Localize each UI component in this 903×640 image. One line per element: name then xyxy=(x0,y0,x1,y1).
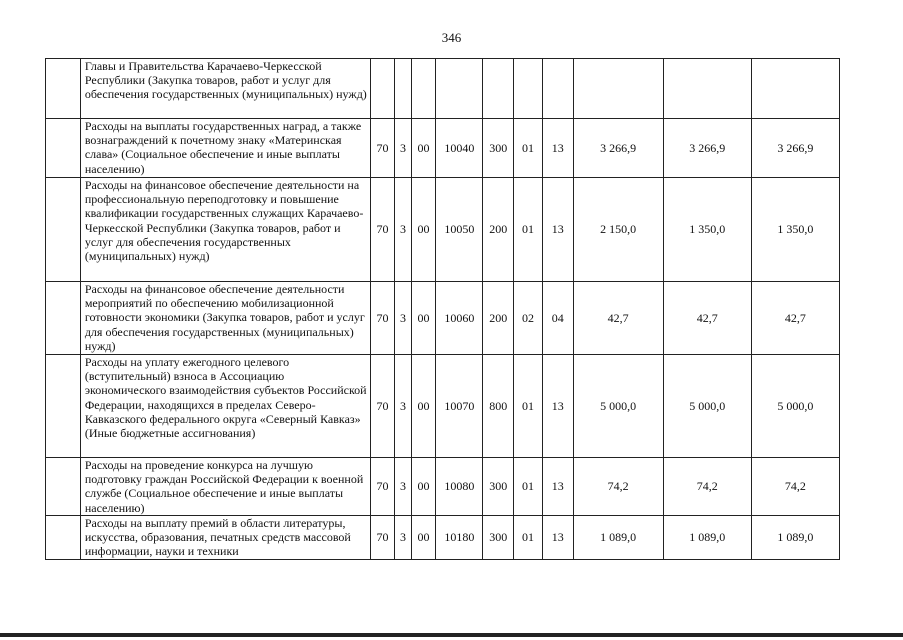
code-e-cell: 300 xyxy=(483,458,514,516)
code-a-cell: 70 xyxy=(370,516,395,560)
code-a-cell: 70 xyxy=(370,355,395,458)
code-d-cell: 10040 xyxy=(436,119,483,178)
description-cell: Главы и Правительства Карачаево-Черкесской Республики (Закупка товаров, работ и услуг для обеспечения государственных (муниципальных) нужд) xyxy=(80,59,370,119)
code-d-cell xyxy=(436,59,483,119)
code-c-cell xyxy=(411,59,436,119)
amount-1-cell: 2 150,0 xyxy=(573,178,663,282)
amount-2-cell: 1 089,0 xyxy=(663,516,751,560)
code-d-cell: 10180 xyxy=(436,516,483,560)
description-cell: Расходы на уплату ежегодного целевого (вступительный) взноса в Ассоциацию экономического взаимодействия субъектов Российской Федерации, находящихся в пределах Северо-Кавказского федерального округа «Северный Кавказ» (Иные бюджетные ассигнования) xyxy=(80,355,370,458)
code-g-cell: 13 xyxy=(542,119,573,178)
amount-3-cell: 5 000,0 xyxy=(751,355,839,458)
code-d-cell: 10080 xyxy=(436,458,483,516)
description-cell: Расходы на финансовое обеспечение деятельности на профессиональную переподготовку и повышение квалификации государственных служащих Карачаево-Черкесской Республики (Закупка товаров, работ и услуг для обеспечения государственных (муниципальных) нужд) xyxy=(80,178,370,282)
code-f-cell: 01 xyxy=(514,516,543,560)
code-c-cell: 00 xyxy=(411,178,436,282)
code-b-cell: 3 xyxy=(395,458,411,516)
code-f-cell: 01 xyxy=(514,355,543,458)
code-a-cell xyxy=(370,59,395,119)
blank-cell xyxy=(46,355,81,458)
code-c-cell: 00 xyxy=(411,282,436,355)
code-c-cell: 00 xyxy=(411,355,436,458)
code-f-cell: 02 xyxy=(514,282,543,355)
code-c-cell: 00 xyxy=(411,516,436,560)
amount-1-cell: 42,7 xyxy=(573,282,663,355)
code-b-cell: 3 xyxy=(395,516,411,560)
table-row xyxy=(46,178,840,282)
amount-1-cell: 1 089,0 xyxy=(573,516,663,560)
code-g-cell: 13 xyxy=(542,516,573,560)
code-b-cell: 3 xyxy=(395,178,411,282)
code-b-cell: 3 xyxy=(395,282,411,355)
blank-cell xyxy=(46,282,81,355)
amount-1-cell: 3 266,9 xyxy=(573,119,663,178)
amount-3-cell xyxy=(751,59,839,119)
code-d-cell: 10070 xyxy=(436,355,483,458)
code-b-cell xyxy=(395,59,411,119)
code-g-cell: 04 xyxy=(542,282,573,355)
amount-1-cell: 5 000,0 xyxy=(573,355,663,458)
blank-cell xyxy=(46,458,81,516)
page-number: 346 xyxy=(441,30,462,45)
amount-1-cell xyxy=(573,59,663,119)
budget-table xyxy=(45,58,840,560)
amount-3-cell: 1 350,0 xyxy=(751,178,839,282)
amount-3-cell: 74,2 xyxy=(751,458,839,516)
code-a-cell: 70 xyxy=(370,458,395,516)
table-row xyxy=(46,516,840,560)
code-g-cell: 13 xyxy=(542,178,573,282)
amount-3-cell: 3 266,9 xyxy=(751,119,839,178)
code-g-cell: 13 xyxy=(542,458,573,516)
table-row xyxy=(46,59,840,119)
table-row xyxy=(46,458,840,516)
table-body xyxy=(46,59,840,560)
code-f-cell: 01 xyxy=(514,119,543,178)
description-cell: Расходы на финансовое обеспечение деятельности мероприятий по обеспечению мобилизационной готовности экономики (Закупка товаров, работ и услуг для обеспечения государственных (муниципальных) нужд) xyxy=(80,282,370,355)
table-row xyxy=(46,355,840,458)
code-e-cell xyxy=(483,59,514,119)
code-c-cell: 00 xyxy=(411,458,436,516)
code-a-cell: 70 xyxy=(370,282,395,355)
code-a-cell: 70 xyxy=(370,178,395,282)
code-f-cell: 01 xyxy=(514,178,543,282)
code-c-cell: 00 xyxy=(411,119,436,178)
amount-2-cell: 3 266,9 xyxy=(663,119,751,178)
code-b-cell: 3 xyxy=(395,119,411,178)
amount-2-cell: 5 000,0 xyxy=(663,355,751,458)
blank-cell xyxy=(46,119,81,178)
code-g-cell xyxy=(542,59,573,119)
amount-2-cell xyxy=(663,59,751,119)
amount-2-cell: 1 350,0 xyxy=(663,178,751,282)
code-f-cell xyxy=(514,59,543,119)
code-d-cell: 10060 xyxy=(436,282,483,355)
amount-1-cell: 74,2 xyxy=(573,458,663,516)
amount-2-cell: 42,7 xyxy=(663,282,751,355)
description-cell: Расходы на выплаты государственных наград, а также вознаграждений к почетному знаку «Материнская слава» (Социальное обеспечение и иные выплаты населению) xyxy=(80,119,370,178)
code-e-cell: 800 xyxy=(483,355,514,458)
page-bottom-rule xyxy=(0,633,903,637)
table-row xyxy=(46,119,840,178)
amount-2-cell: 74,2 xyxy=(663,458,751,516)
blank-cell xyxy=(46,516,81,560)
table-row xyxy=(46,282,840,355)
code-e-cell: 300 xyxy=(483,516,514,560)
description-cell: Расходы на проведение конкурса на лучшую подготовку граждан Российской Федерации к военной службе (Социальное обеспечение и иные выплаты населению) xyxy=(80,458,370,516)
code-f-cell: 01 xyxy=(514,458,543,516)
code-e-cell: 300 xyxy=(483,119,514,178)
blank-cell xyxy=(46,178,81,282)
code-g-cell: 13 xyxy=(542,355,573,458)
amount-3-cell: 1 089,0 xyxy=(751,516,839,560)
code-e-cell: 200 xyxy=(483,178,514,282)
code-d-cell: 10050 xyxy=(436,178,483,282)
code-e-cell: 200 xyxy=(483,282,514,355)
code-b-cell: 3 xyxy=(395,355,411,458)
code-a-cell: 70 xyxy=(370,119,395,178)
description-cell: Расходы на выплату премий в области литературы, искусства, образования, печатных средств массовой информации, науки и техники xyxy=(80,516,370,560)
blank-cell xyxy=(46,59,81,119)
amount-3-cell: 42,7 xyxy=(751,282,839,355)
